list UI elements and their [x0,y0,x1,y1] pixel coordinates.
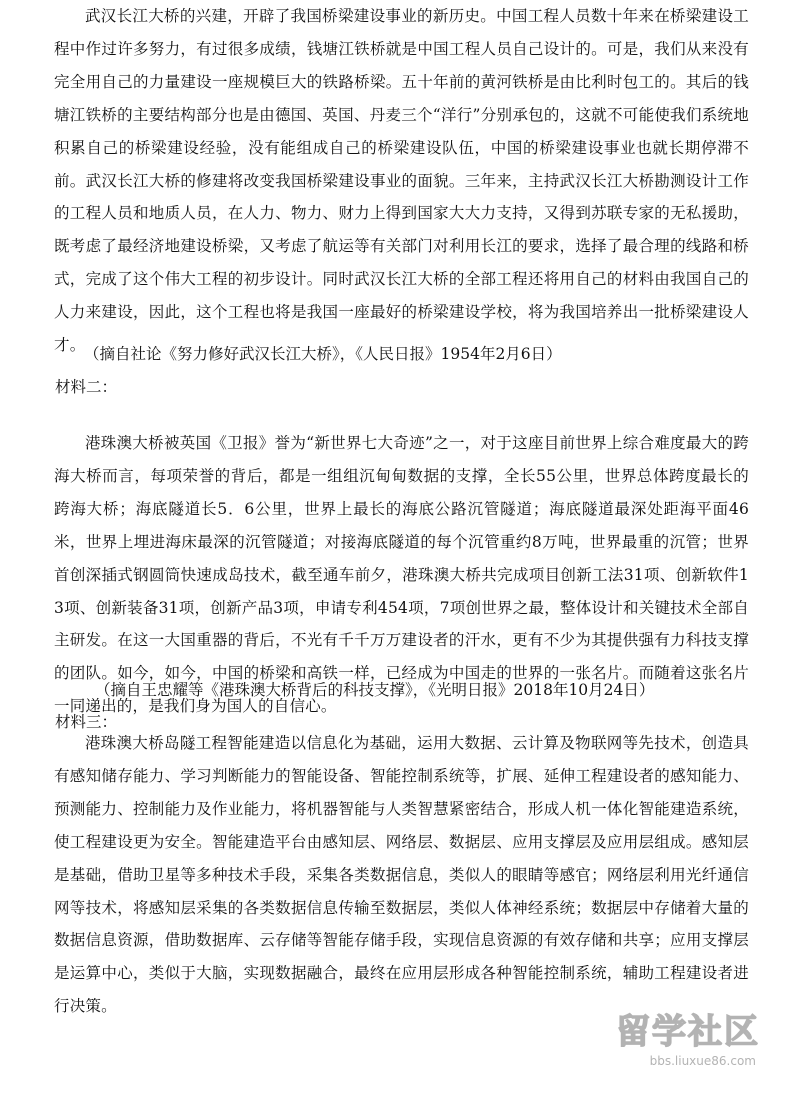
watermark-title: 留学社区 [616,1012,760,1052]
site-watermark [600,1012,760,1072]
material-three-paragraph: 港珠澳大桥岛隧工程智能建造以信息化为基础，运用大数据、云计算及物联网等先技术，创造具有感知储存能力、学习判断能力的智能设备、智能控制系统等，扩展、延伸工程建设者的感知能力、预测能力、控制能力及作业能力，将机器智能与人类智慧紧密结合，形成人机一体化智能建造系统，使工程建设更为安全。智能建造平台由感知层、网络层、数据层、应用支撑层及应用层组成。感知层是基础，借助卫星等多种技术手段，采集各类数据信息，类似人的眼睛等感官；网络层利用光纤通信网等技术，将感知层采集的各类数据信息传输至数据层，类似人体神经系统；数据层中存储着大量的数据信息资源，借助数据库、云存储等智能存储手段，实现信息资源的有效存储和共享；应用支撑层是运算中心，类似于大脑，实现数据融合，最终在应用层形成各种智能控制系统，辅助工程建设者进行决策。 [54,734,749,1016]
material-two-source: （摘自王忠耀等《港珠澳大桥背后的科技支撑》，《光明日报》2018年10月24日） [95,681,655,699]
material-three-label: 材料三： [55,713,118,731]
material-two-paragraph: 港珠澳大桥被英国《卫报》誉为“新世界七大奇迹”之一，对于这座目前世界上综合难度最大的跨海大桥而言，每项荣誉的背后，都是一组组沉甸甸数据的支撑，全长55公里，世界总体跨度最长的跨海大桥；海底隧道长5．6公里，世界上最长的海底公路沉管隧道；海底隧道最深处距海平面46米，世界上埋进海床最深的沉管隧道；对接海底隧道的每个沉管重约8万吨，世界最重的沉管；世界首创深插式钢圆筒快速成岛技术，截至通车前夕，港珠澳大桥共完成项目创新工法31项、创新软件13项、创新装备31项，创新产品3项，申请专利454项，7项创世界之最，整体设计和关键技术全部自主研发。在这一大国重器的背后，不光有千千万万建设者的汗水，更有不少为其提供强有力科技支撑的团队。如今，如今，中国的桥梁和高铁一样，已经成为中国走的世界的一张名片。而随着这张名片一同递出的，是我们身为国人的自信心。 [54,434,749,716]
material-two-label: 材料二： [55,378,118,396]
material-one-source: （摘自社论《努力修好武汉长江大桥》，《人民日报》1954年2月6日） [84,345,562,363]
material-one-paragraph: 武汉长江大桥的兴建，开辟了我国桥梁建设事业的新历史。中国工程人员数十年来在桥梁建设工程中作过许多努力，有过很多成绩，钱塘江铁桥就是中国工程人员自己设计的。可是，我们从来没有完全用自己的力量建设一座规模巨大的铁路桥梁。五十年前的黄河铁桥是由比利时包工的。其后的钱塘江铁桥的主要结构部分也是由德国、英国、丹麦三个“洋行”分别承包的，这就不可能使我们系统地积累自己的桥梁建设经验，没有能组成自己的桥梁建设队伍，中国的桥梁建设事业也就长期停滞不前。武汉长江大桥的修建将改变我国桥梁建设事业的面貌。三年来，主持武汉长江大桥勘测设计工作的工程人员和地质人员，在人力、物力、财力上得到国家大大力支持，又得到苏联专家的无私援助，既考虑了最经济地建设桥梁，又考虑了航运等有关部门对利用长江的要求，选择了最合理的线路和桥式，完成了这个伟大工程的初步设计。同时武汉长江大桥的全部工程还将用自己的材料由我国自己的人力来建设，因此，这个工程也将是我国一座最好的桥梁建设学校，将为我国培养出一批桥梁建设人才。 [54,7,749,355]
watermark-url: bbs.liuxue86.com [649,1054,756,1068]
